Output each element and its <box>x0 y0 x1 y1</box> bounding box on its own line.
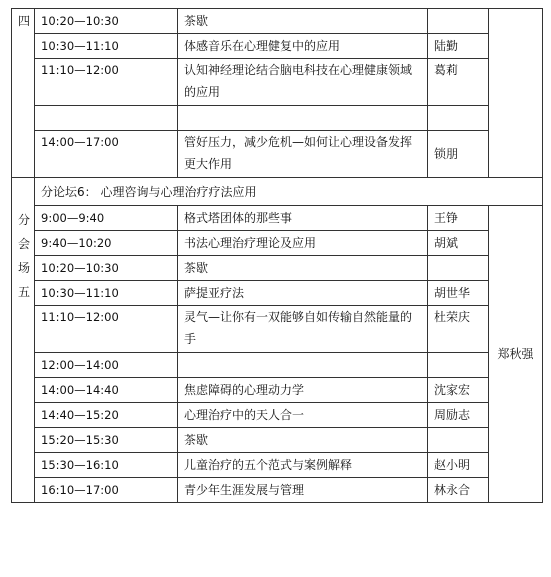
table-row <box>12 206 543 231</box>
time-cell: 12:00—14:00 <box>35 353 178 378</box>
topic-line: 管好压力，减少危机—如何让心理设备发挥 <box>184 135 413 149</box>
topic-cell: 焦虑障碍的心理动力学 <box>178 378 428 403</box>
time-cell: 10:30—11:10 <box>35 281 178 306</box>
topic-cell <box>178 353 428 378</box>
table-row <box>12 281 543 306</box>
table-row <box>12 378 543 403</box>
speaker-cell <box>428 9 489 34</box>
speaker-cell <box>428 106 489 131</box>
topic-cell: 萨提亚疗法 <box>178 281 428 306</box>
topic-cell <box>178 106 428 131</box>
topic-cell: 格式塔团体的那些事 <box>178 206 428 231</box>
speaker-cell: 胡世华 <box>428 281 489 306</box>
time-cell: 15:30—16:10 <box>35 453 178 478</box>
table-row <box>12 106 543 131</box>
speaker-cell: 林永合 <box>428 478 489 503</box>
topic-line: 更大作用 <box>184 157 233 171</box>
topic-line: 的应用 <box>184 85 221 99</box>
speaker-cell: 胡斌 <box>428 231 489 256</box>
speaker-cell: 葛莉 <box>428 59 489 106</box>
time-cell: 10:20—10:30 <box>35 256 178 281</box>
host-cell <box>489 9 543 178</box>
day-label-vertical <box>12 178 35 503</box>
table-row <box>12 306 543 353</box>
topic-cell: 茶歇 <box>178 428 428 453</box>
speaker-cell <box>428 256 489 281</box>
time-cell: 14:00—14:40 <box>35 378 178 403</box>
table-row <box>12 353 543 378</box>
speaker-cell: 赵小明 <box>428 453 489 478</box>
topic-cell <box>178 306 428 353</box>
time-cell: 10:20—10:30 <box>35 9 178 34</box>
time-cell <box>35 106 178 131</box>
day-label-char: 分 <box>18 213 31 227</box>
time-cell: 9:00—9:40 <box>35 206 178 231</box>
table-row <box>12 131 543 178</box>
speaker-cell <box>428 353 489 378</box>
topic-cell: 茶歇 <box>178 256 428 281</box>
day-label-char: 会 <box>18 237 31 251</box>
speaker-cell: 王铮 <box>428 206 489 231</box>
topic-cell <box>178 131 428 178</box>
forum-title: 分论坛6： 心理咨询与心理治疗疗法应用 <box>35 178 543 206</box>
time-cell: 11:10—12:00 <box>35 306 178 353</box>
day-label-char: 五 <box>18 285 31 299</box>
topic-line: 认知神经理论结合脑电科技在心理健康领域 <box>184 63 413 77</box>
topic-cell: 青少年生涯发展与管理 <box>178 478 428 503</box>
speaker-cell: 沈家宏 <box>428 378 489 403</box>
topic-cell: 儿童治疗的五个范式与案例解释 <box>178 453 428 478</box>
table-row <box>12 231 543 256</box>
time-cell: 9:40—10:20 <box>35 231 178 256</box>
topic-cell: 茶歇 <box>178 9 428 34</box>
table-row <box>12 428 543 453</box>
day-label-char: 场 <box>18 261 31 275</box>
time-cell: 10:30—11:10 <box>35 34 178 59</box>
time-cell: 11:10—12:00 <box>35 59 178 106</box>
table-row <box>12 478 543 503</box>
speaker-cell: 杜荣庆 <box>428 306 489 353</box>
schedule-table <box>11 8 543 503</box>
speaker-cell <box>428 428 489 453</box>
topic-line: 灵气—让你有一双能够自如传输自然能量的 <box>184 310 413 324</box>
time-cell: 14:00—17:00 <box>35 131 178 178</box>
day-label: 四 <box>12 9 35 178</box>
topic-line: 手 <box>184 332 197 346</box>
topic-cell: 体感音乐在心理健复中的应用 <box>178 34 428 59</box>
table-row <box>12 9 543 34</box>
table-row <box>12 59 543 106</box>
time-cell: 16:10—17:00 <box>35 478 178 503</box>
speaker-cell: 周励志 <box>428 403 489 428</box>
speaker-cell: 陆勤 <box>428 34 489 59</box>
topic-cell: 书法心理治疗理论及应用 <box>178 231 428 256</box>
host-cell: 郑秋强 <box>489 206 543 503</box>
topic-cell <box>178 59 428 106</box>
table-row <box>12 256 543 281</box>
table-row <box>12 403 543 428</box>
topic-cell: 心理治疗中的天人合一 <box>178 403 428 428</box>
time-cell: 15:20—15:30 <box>35 428 178 453</box>
speaker-cell: 锁朋 <box>428 131 489 178</box>
time-cell: 14:40—15:20 <box>35 403 178 428</box>
table-row <box>12 453 543 478</box>
table-row <box>12 34 543 59</box>
table-row <box>12 178 543 206</box>
